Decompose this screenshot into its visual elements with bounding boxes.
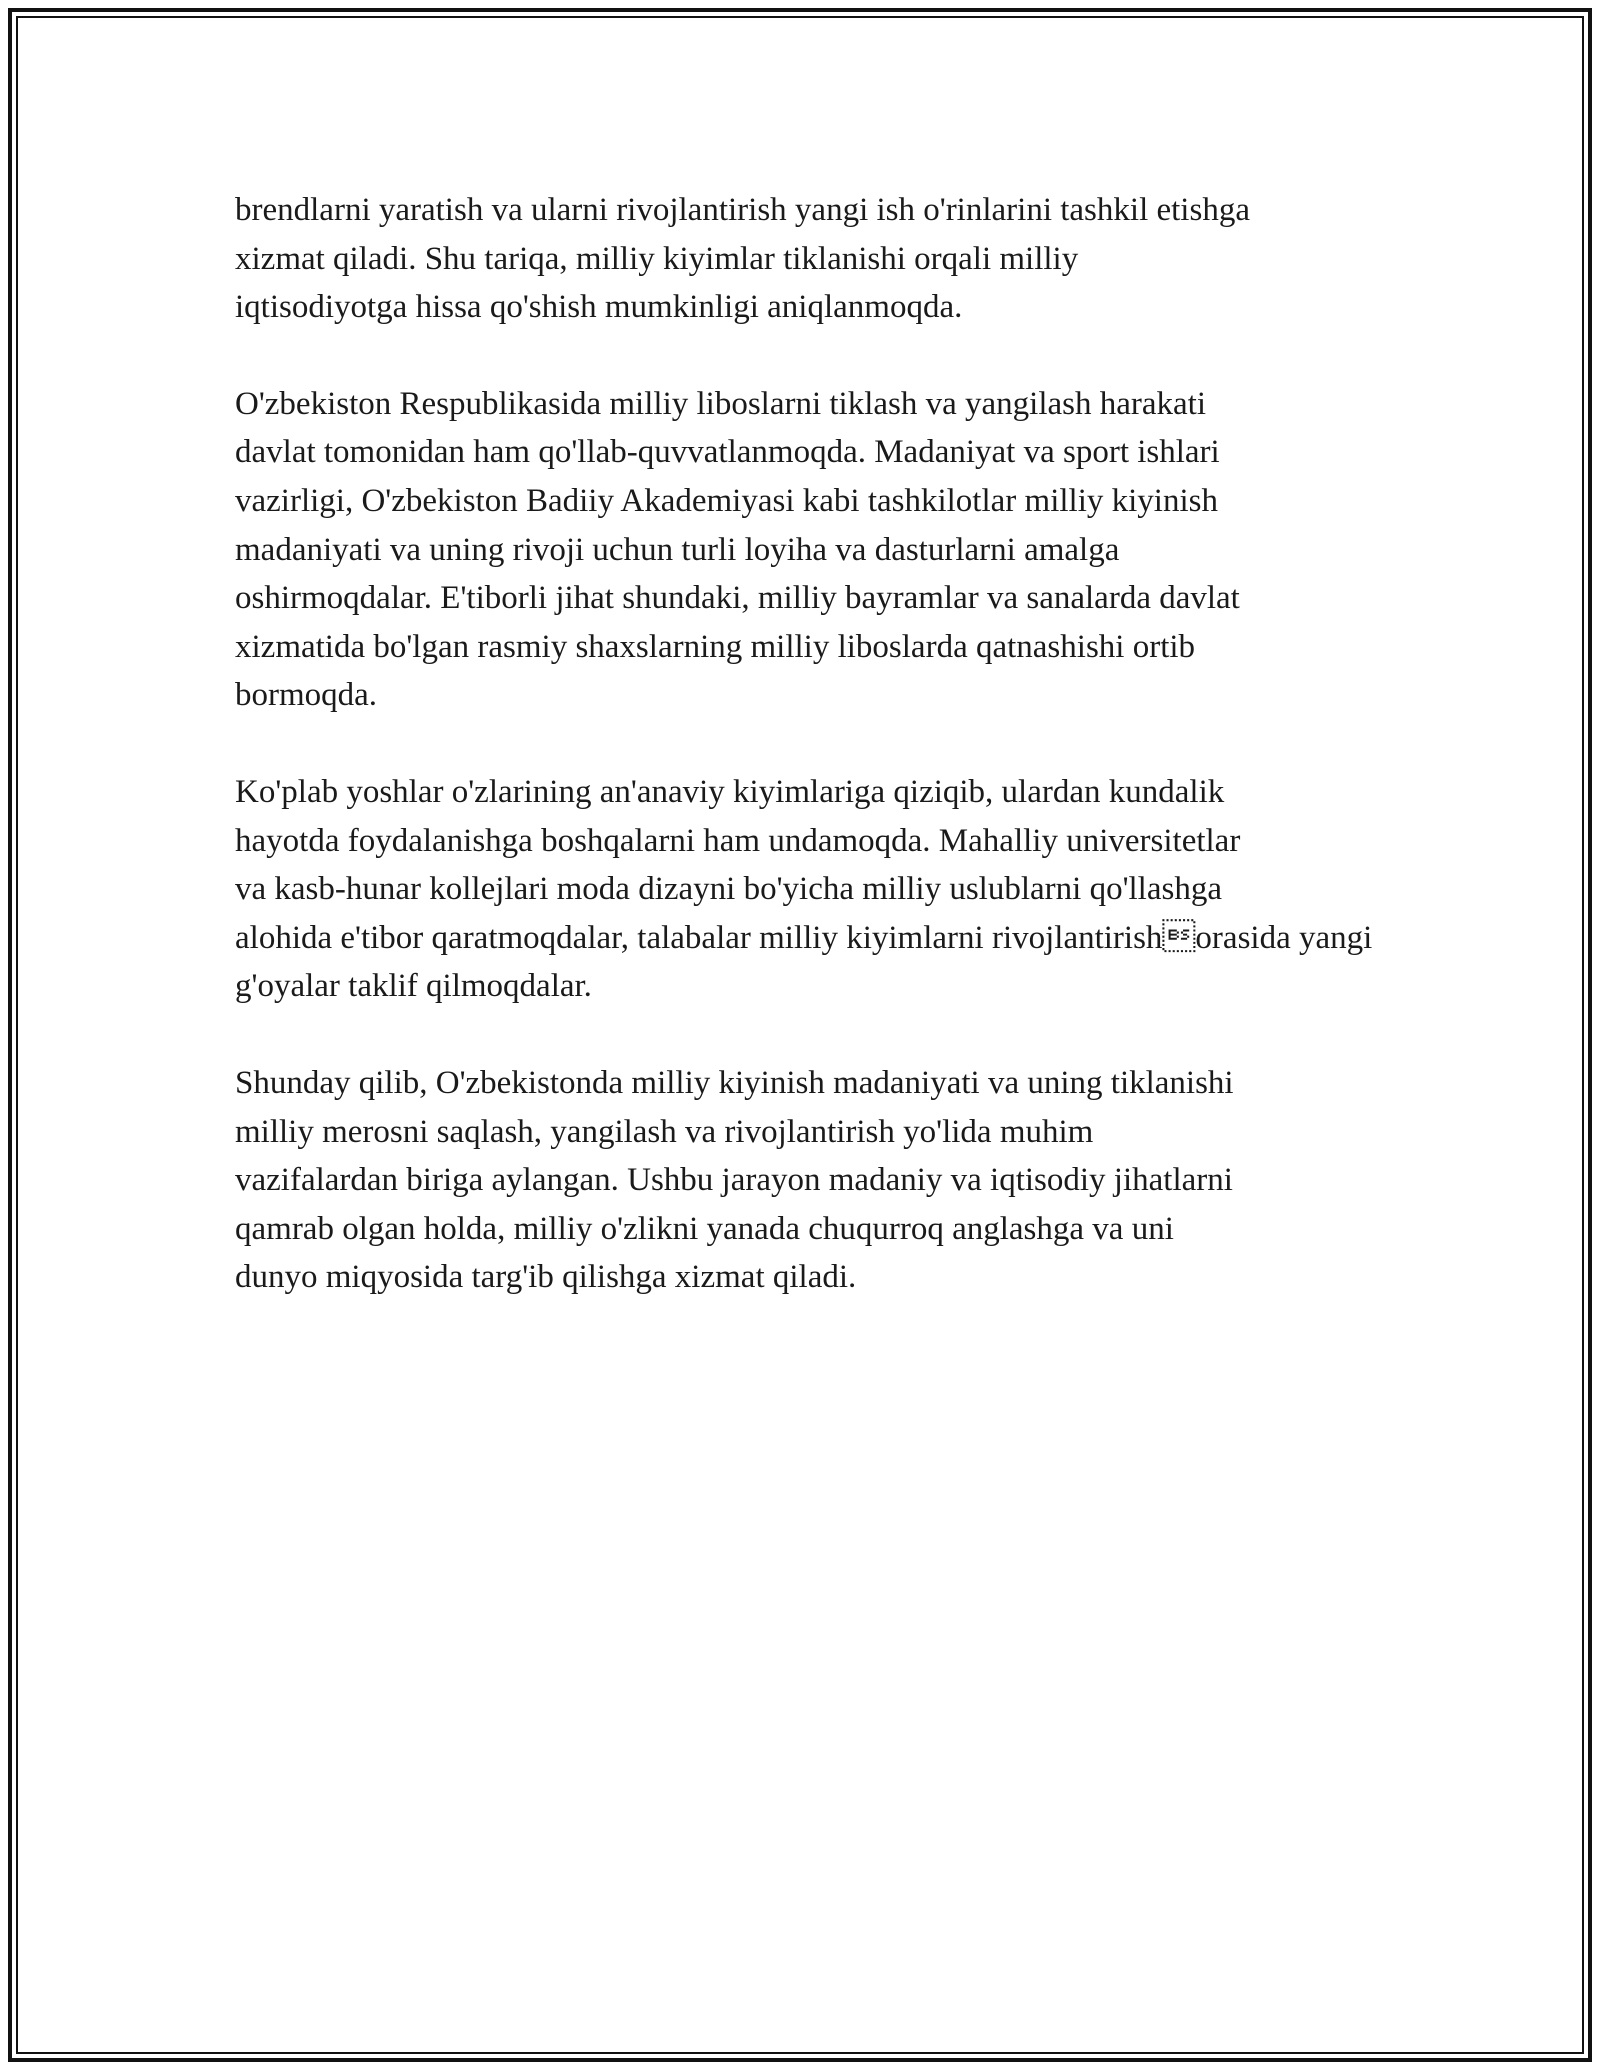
- document-body: [235, 186, 1375, 1350]
- paragraph-4: Shunday qilib, O'zbekistonda milliy kiyinish madaniyati va uning tiklanishi milliy merosni saqlash, yangilash va rivojlantirish yo'lida muhim vazifalardan biriga aylangan. Ushbu jarayon madaniy va iqtisodiy jihatlarni qamrab olgan holda, milliy o'zlikni yanada chuqurroq anglashga va uni dunyo miqyosida targ'ib qilishga xizmat qiladi.: [235, 1064, 1234, 1296]
- paragraph-1: brendlarni yaratish va ularni rivojlantirish yangi ish o'rinlarini tashkil etishga xizmat qiladi. Shu tariqa, milliy kiyimlar tiklanishi orqali milliy iqtisodiyotga hissa qo'shish mumkinligi aniqlanmoqda.: [235, 192, 1250, 326]
- paragraph-3: Ko'plab yoshlar o'zlarining an'anaviy kiyimlariga qiziqib, ulardan kundalik hayotda foydalanishga boshqalarni ham undamoqda. Mahalliy universitetlar va kasb-hunar kollejlari moda dizayni bo'yicha milliy uslublarni qo'llashga alohida e'tibor qaratmoqdalar, talabalar milliy kiyimlarni rivojlantirishorasida yangi g'oyalar taklif qilmoqdalar.: [235, 773, 1373, 1005]
- paragraph-2: O'zbekiston Respublikasida milliy liboslarni tiklash va yangilash harakati davlat tomonidan ham qo'llab-quvvatlanmoqda. Madaniyat va sport ishlari vazirligi, O'zbekiston Badiiy Akademiyasi kabi tashkilotlar milliy kiyinish madaniyati va uning rivoji uchun turli loyiha va dasturlarni amalga oshirmoqdalar. E'tiborli jihat shundaki, milliy bayramlar va sanalarda davlat xizmatida bo'lgan rasmiy shaxslarning milliy liboslarda qatnashishi ortib bormoqda.: [235, 385, 1240, 714]
